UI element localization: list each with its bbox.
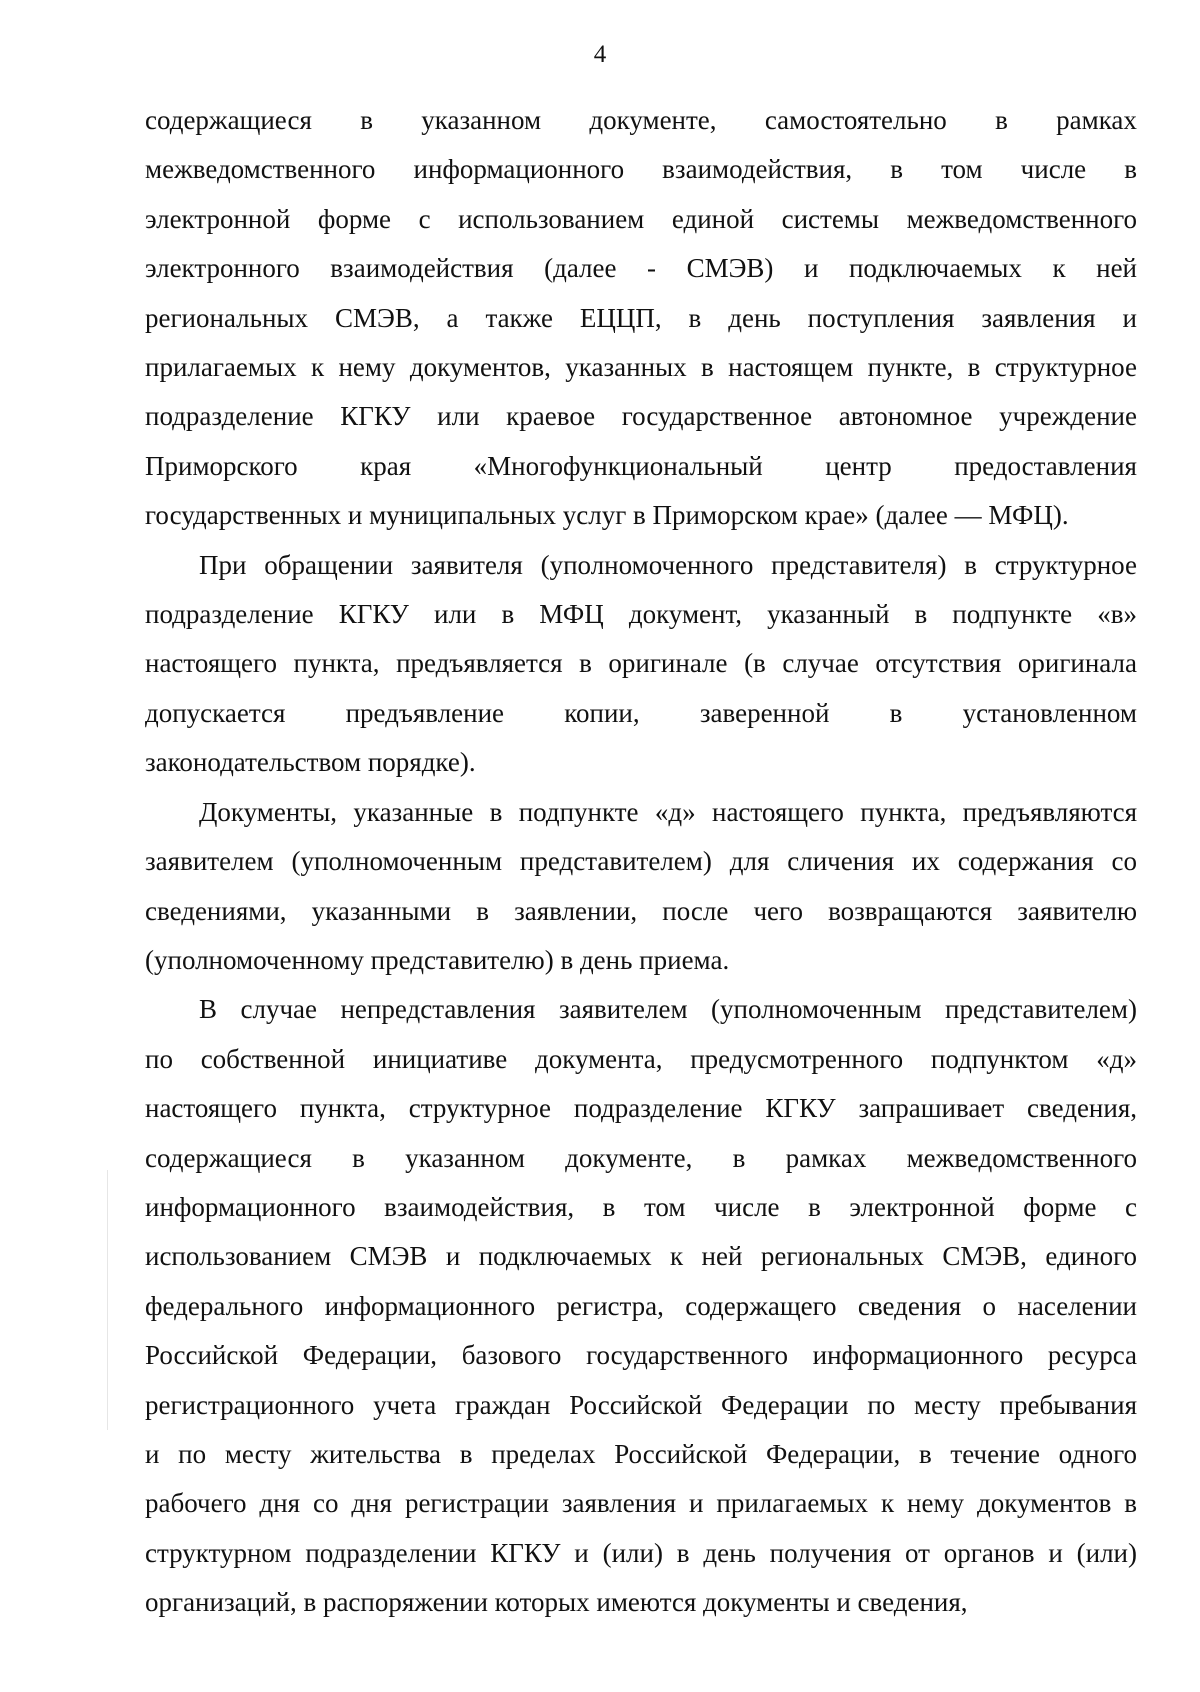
text-line: Российской Федерации, базового государственного информационного ресурса	[145, 1340, 1137, 1371]
paragraph	[145, 985, 1137, 1627]
page-number: 4	[593, 41, 607, 68]
text-line: Документы, указанные в подпункте «д» настоящего пункта, предъявляются	[199, 796, 1137, 827]
text-line: сведениями, указанными в заявлении, после чего возвращаются заявителю	[145, 895, 1137, 926]
text-line: электронной форме с использованием единой системы межведомственного	[145, 203, 1137, 234]
paragraph	[145, 788, 1137, 986]
paragraph	[145, 541, 1137, 788]
text-line: настоящего пункта, предъявляется в оригинале (в случае отсутствия оригинала	[145, 648, 1137, 679]
text-line: организаций, в распоряжении которых имеются документы и сведения,	[145, 1587, 968, 1618]
paragraph	[145, 96, 1137, 541]
word: заверенной	[699, 697, 830, 728]
document-body	[145, 96, 1137, 1628]
text-line: При обращении заявителя (уполномоченного представителя) в структурное	[199, 549, 1137, 580]
word: центр	[825, 450, 892, 481]
text-line: по собственной инициативе документа, предусмотренного подпунктом «д»	[145, 1043, 1137, 1074]
word: «Многофункциональный	[473, 450, 763, 481]
text-line: государственных и муниципальных услуг в Приморском крае» (далее — МФЦ).	[145, 500, 1069, 531]
word: рамках	[1056, 105, 1137, 135]
word: содержащиеся	[145, 105, 312, 135]
text-line: региональных СМЭВ, а также ЕЦЦП, в день поступления заявления и	[145, 302, 1137, 333]
word: установленном	[962, 697, 1137, 728]
word: копии,	[564, 697, 640, 728]
word: самостоятельно	[764, 105, 947, 135]
text-line: межведомственного информационного взаимодействия, в том числе в	[145, 154, 1137, 185]
word: предъявление	[345, 697, 505, 728]
text-line: структурном подразделении КГКУ и (или) в день получения от органов и (или)	[145, 1537, 1137, 1568]
text-line: рабочего дня со дня регистрации заявления и прилагаемых к нему документов в	[145, 1488, 1137, 1519]
word: допускается	[145, 697, 286, 728]
word: в	[995, 105, 1008, 135]
scan-margin-mark	[107, 1170, 108, 1430]
text-line	[145, 689, 1137, 738]
word: указанном	[421, 105, 542, 135]
text-line: электронного взаимодействия (далее - СМЭВ) и подключаемых к ней	[145, 253, 1137, 284]
text-line: (уполномоченному представителю) в день приема.	[145, 944, 730, 975]
text-line: прилагаемых к нему документов, указанных в настоящем пункте, в структурное	[145, 352, 1137, 383]
text-line: использованием СМЭВ и подключаемых к ней региональных СМЭВ, единого	[145, 1241, 1137, 1272]
word: Приморского	[145, 450, 298, 481]
text-line: федерального информационного регистра, содержащего сведения о населении	[145, 1290, 1137, 1321]
text-line: и по месту жительства в пределах Российской Федерации, в течение одного	[145, 1438, 1137, 1469]
text-line: настоящего пункта, структурное подразделение КГКУ запрашивает сведения,	[145, 1093, 1137, 1124]
text-line: В случае непредставления заявителем (уполномоченным представителем)	[199, 994, 1137, 1025]
text-line: законодательством порядке).	[145, 747, 476, 778]
text-line: регистрационного учета граждан Российской Федерации по месту пребывания	[145, 1389, 1137, 1420]
text-line: подразделение КГКУ или краевое государственное автономное учреждение	[145, 401, 1137, 432]
word: документе,	[589, 105, 717, 135]
word: края	[360, 450, 412, 481]
text-line	[145, 442, 1137, 491]
text-line	[145, 96, 1137, 145]
text-line: подразделение КГКУ или в МФЦ документ, указанный в подпункте «в»	[145, 599, 1137, 630]
word: в	[889, 697, 903, 728]
text-line: информационного взаимодействия, в том числе в электронной форме с	[145, 1191, 1137, 1222]
text-line: содержащиеся в указанном документе, в рамках межведомственного	[145, 1142, 1137, 1173]
text-line: заявителем (уполномоченным представителем) для сличения их содержания со	[145, 846, 1137, 877]
word: предоставления	[954, 450, 1137, 481]
word: в	[360, 105, 373, 135]
